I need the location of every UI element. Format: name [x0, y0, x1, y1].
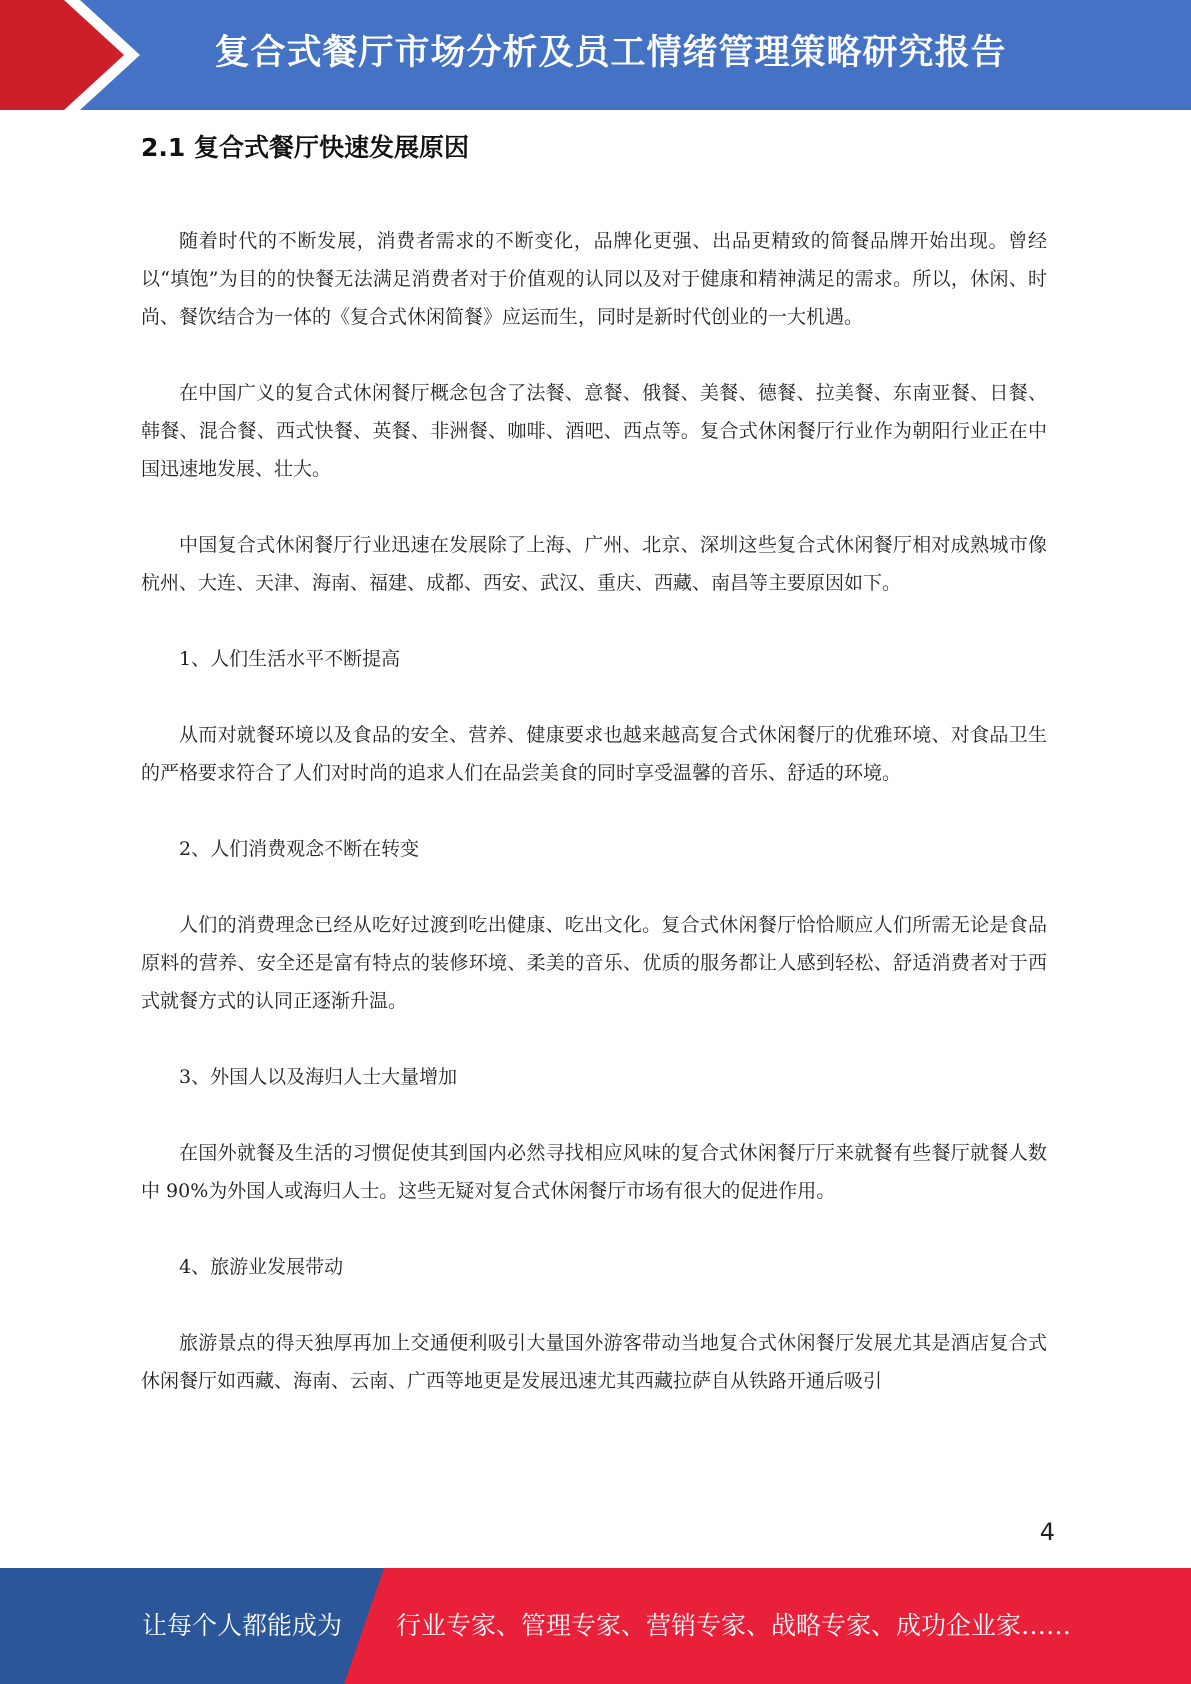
- list-heading: 4、旅游业发展带动: [179, 1256, 344, 1278]
- paragraph: 旅游景点的得天独厚再加上交通便利吸引大量国外游客带动当地复合式休闲餐厅发展尤其是酒店复合式休闲餐厅如西藏、海南、云南、广西等地更是发展迅速尤其西藏拉萨自从铁路开通后吸引: [141, 1332, 1047, 1392]
- paragraph: 中国复合式休闲餐厅行业迅速在发展除了上海、广州、北京、深圳这些复合式休闲餐厅相对成熟城市像杭州、大连、天津、海南、福建、成都、西安、武汉、重庆、西藏、南昌等主要原因如下。: [141, 534, 1047, 594]
- report-title: 复合式餐厅市场分析及员工情绪管理策略研究报告: [214, 33, 1007, 73]
- paragraph: 在中国广义的复合式休闲餐厅概念包含了法餐、意餐、俄餐、美餐、德餐、拉美餐、东南亚餐、日餐、韩餐、混合餐、西式快餐、英餐、非洲餐、咖啡、酒吧、西点等。复合式休闲餐厅行业作为朝阳行业正在中国迅速地发展、壮大。: [141, 382, 1047, 480]
- footer-banner: [0, 1568, 1191, 1684]
- list-heading: 2、人们消费观念不断在转变: [179, 838, 420, 860]
- list-heading: 1、人们生活水平不断提高: [179, 648, 401, 670]
- paragraph: 人们的消费理念已经从吃好过渡到吃出健康、吃出文化。复合式休闲餐厅恰恰顺应人们所需无论是食品原料的营养、安全还是富有特点的装修环境、柔美的音乐、优质的服务都让人感到轻松、舒适消费者对于西式就餐方式的认同正逐渐升温。: [141, 914, 1047, 1012]
- document-body: [141, 222, 1047, 1438]
- footer-tagline: 行业专家、管理专家、营销专家、战略专家、成功企业家……: [396, 1611, 1072, 1640]
- list-heading: 3、外国人以及海归人士大量增加: [179, 1066, 458, 1088]
- section-heading: 2.1 复合式餐厅快速发展原因: [141, 133, 469, 162]
- page-number: 4: [1039, 1518, 1055, 1546]
- paragraph: 随着时代的不断发展，消费者需求的不断变化，品牌化更强、出品更精致的简餐品牌开始出现。曾经以“填饱”为目的的快餐无法满足消费者对于价值观的认同以及对于健康和精神满足的需求。所以，休闲、时尚、餐饮结合为一体的《复合式休闲简餐》应运而生，同时是新时代创业的一大机遇。: [141, 230, 1047, 328]
- paragraph: 在国外就餐及生活的习惯促使其到国内必然寻找相应风味的复合式休闲餐厅厅来就餐有些餐厅就餐人数中 90%为外国人或海归人士。这些无疑对复合式休闲餐厅市场有很大的促进作用。: [141, 1142, 1047, 1202]
- paragraph: 从而对就餐环境以及食品的安全、营养、健康要求也越来越高复合式休闲餐厅的优雅环境、对食品卫生的严格要求符合了人们对时尚的追求人们在品尝美食的同时享受温馨的音乐、舒适的环境。: [141, 724, 1047, 784]
- header-banner: [0, 0, 1191, 110]
- footer-slogan: 让每个人都能成为: [142, 1611, 343, 1640]
